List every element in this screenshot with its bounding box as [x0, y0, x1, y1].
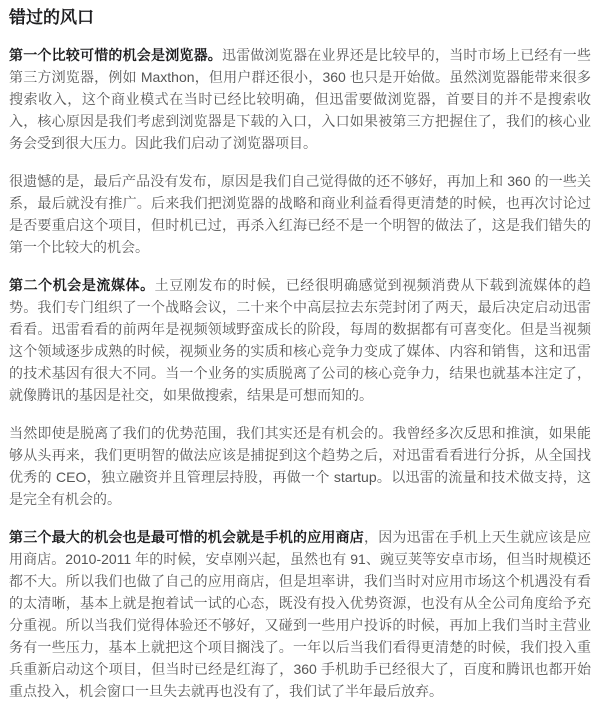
paragraph-text: 土豆刚发布的时候，已经很明确感觉到视频消费从下载到流媒体的趋势。我们专门组织了一个战略会议，二十来个中高层拉去东莞封闭了两天，最后决定启动迅雷看看。迅雷看看的前两年是视频领域野蛮成长的阶段，每周的数据都有可喜变化。但是当视频这个领域逐步成熟的时候，视频业务的实质和核心竞争力变成了媒体、内容和销售，这和迅雷的技术基因有很大不同。当一个业务的实质脱离了公司的核心竞争力，结果也就基本注定了，就像腾讯的基因是社交，如果做搜索，结果是可想而知的。	[9, 277, 591, 403]
paragraph-text: 当然即使是脱离了我们的优势范围，我们其实还是有机会的。我曾经多次反思和推演，如果能够从头再来，我们更明智的做法应该是捕捉到这个趋势之后，对迅雷看看进行分拆，从全国找优秀的 CEO，独立融资并且管理层持股，再做一个 startup。以迅雷的流量和技术做支持，这是完全有机会的。	[9, 425, 591, 507]
paragraph	[9, 422, 591, 510]
paragraph-lead: 第一个比较可惜的机会是浏览器。	[9, 47, 222, 63]
paragraph-lead: 第二个机会是流媒体。	[9, 277, 155, 293]
paragraph-text: ，因为迅雷在手机上天生就应该是应用商店。2010-2011 年的时候，安卓刚兴起，虽然也有 91、豌豆荚等安卓市场，但当时规模还都不大。所以我们也做了自己的应用商店，但是坦率讲，我们当时对应用市场这个机遇没有看的太清晰，基本上就是抱着试一试的心态，既没有投入优势资源，也没有从全公司角度给予充分重视。所以当我们觉得体验还不够好，又碰到一些用户投诉的时候，再加上我们当时主营业务有一些压力，基本上就把这个项目搁浅了。一年以后当我们看得更清楚的时候，我们投入重兵重新启动这个项目，但当时已经是红海了，360 手机助手已经很大了，百度和腾讯也都开始重点投入，机会窗口一旦失去就再也没有了，我们试了半年最后放弃。	[9, 529, 591, 699]
paragraph	[9, 44, 591, 154]
page-title: 错过的风口	[9, 8, 94, 27]
paragraph-text: 很遗憾的是，最后产品没有发布，原因是我们自己觉得做的还不够好，再加上和 360 的一些关系，最后就没有推广。后来我们把浏览器的战略和商业利益看得更清楚的时候，也再次讨论过是否要重启这个项目，但时机已过，再杀入红海已经不是一个明智的做法了，这是我们错失的第一个比较大的机会。	[9, 173, 591, 255]
paragraph	[9, 170, 591, 258]
paragraph	[9, 274, 591, 406]
paragraph-lead: 第三个最大的机会也是最可惜的机会就是手机的应用商店	[9, 529, 364, 545]
paragraph-text: 迅雷做浏览器在业界还是比较早的，当时市场上已经有一些第三方浏览器，例如 Maxthon，但用户群还很小，360 也只是开始做。虽然浏览器能带来很多搜索收入，这个商业模式在当时已经比较明确，但迅雷要做浏览器，首要目的并不是搜索收入，核心原因是我们考虑到浏览器是下载的入口，入口如果被第三方把握住了，我们的核心业务会受到很大压力。因此我们启动了浏览器项目。	[9, 47, 591, 151]
paragraph	[9, 526, 591, 702]
